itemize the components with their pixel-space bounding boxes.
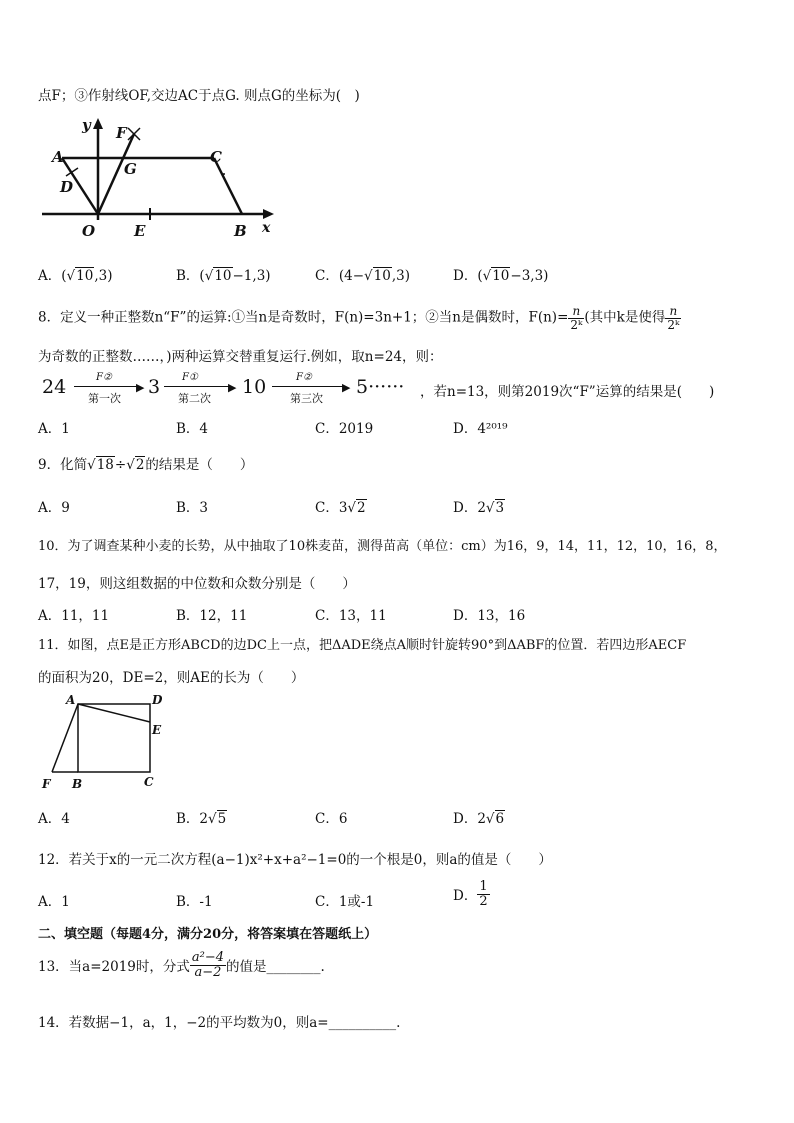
q10-option-d[interactable]: D．13，16 xyxy=(453,608,526,624)
q12-option-b[interactable]: B．-1 xyxy=(176,894,213,910)
arrow-2-head: ▶ xyxy=(228,381,237,394)
q7-label-B: B xyxy=(234,222,247,240)
q10-option-c[interactable]: C．13，11 xyxy=(315,608,387,624)
q10-stem-line1: 10．为了调查某种小麦的长势，从中抽取了10株麦苗，测得苗高（单位：cm）为16，9，14，11，12，10，16，8， xyxy=(38,539,727,554)
q7-label-C: C xyxy=(210,148,222,166)
q7-option-b[interactable]: B．(√10−1,3) xyxy=(176,268,271,284)
q11-label-E: E xyxy=(152,723,162,737)
q11-option-a[interactable]: A．4 xyxy=(38,811,70,827)
q12-option-a[interactable]: A．1 xyxy=(38,894,70,910)
arrow-1-top: F② xyxy=(96,372,112,383)
q10-stem-line2: 17，19，则这组数据的中位数和众数分别是（ ） xyxy=(38,576,356,592)
q11-option-c[interactable]: C．6 xyxy=(315,811,348,827)
q14-stem: 14．若数据−1，a，1，−2的平均数为0，则a=__________. xyxy=(38,1015,401,1031)
q8-fraction: $\frac{n}{\text{2ᵏ}}$ xyxy=(570,304,583,332)
q13-stem: 13．当a=2019时，分式 $\frac{\text{a²−4}}{a-2}$ 的值是________. xyxy=(38,950,325,980)
q9-stem: 9．化简√18÷√2的结果是（ ） xyxy=(38,457,254,473)
q9-option-b[interactable]: B．3 xyxy=(176,500,209,516)
q8-fraction-2: $\frac{n}{\text{2ᵏ}}$ xyxy=(667,304,680,332)
q8-option-a[interactable]: A．1 xyxy=(38,421,70,437)
q7-label-D: D xyxy=(60,178,74,196)
q8-option-d[interactable]: D．4²⁰¹⁹ xyxy=(453,421,508,437)
arrow-2 xyxy=(164,386,232,387)
q11-stem-line1: 11．如图，点E是正方形ABCD的边DC上一点，把ΔADE绕点A顺时针旋转90°到ΔABF的位置．若四边形AECF xyxy=(38,638,687,653)
q11-option-d[interactable]: D．2√6 xyxy=(453,811,505,827)
q7-label-x: x xyxy=(262,220,271,236)
q12-option-d[interactable]: D． $\frac{1}{2}$ xyxy=(453,879,488,909)
q11-label-D: D xyxy=(152,693,163,707)
q7-label-A: A xyxy=(52,148,64,166)
q12-stem: 12．若关于x的一元二次方程(a−1)x²+x+a²−1=0的一个根是0，则a的值是（ ） xyxy=(38,852,552,868)
arrow-3-head: ▶ xyxy=(342,381,351,394)
q8-stem-line2: 为奇数的正整数……，)两种运算交替重复运行.例如，取n=24，则： xyxy=(38,349,443,365)
q8-option-c[interactable]: C．2019 xyxy=(315,421,374,437)
q7-label-E: E xyxy=(134,222,146,240)
q11-label-C: C xyxy=(144,775,154,789)
q7-label-G: G xyxy=(124,160,137,178)
arrow-1 xyxy=(74,386,140,387)
q8-chain xyxy=(38,372,758,406)
q7-option-a[interactable]: A．(√10,3) xyxy=(38,268,113,284)
q7-figure xyxy=(34,112,294,242)
q10-option-a[interactable]: A．11，11 xyxy=(38,608,110,624)
q11-option-b[interactable]: B．2√5 xyxy=(176,811,227,827)
q11-label-F: F xyxy=(42,777,51,791)
q12-option-c[interactable]: C．1或-1 xyxy=(315,894,375,910)
section-heading-fill-in: 二、填空题（每题4分，满分20分，将答案填在答题纸上） xyxy=(38,927,378,942)
q7-label-y: y xyxy=(82,116,91,134)
q10-option-b[interactable]: B．12，11 xyxy=(176,608,248,624)
arrow-1-head: ▶ xyxy=(136,381,145,394)
q8-option-b[interactable]: B．4 xyxy=(176,421,209,437)
arrow-3 xyxy=(272,386,346,387)
arrow-3-bottom: 第三次 xyxy=(290,392,323,405)
q7-label-F: F xyxy=(116,124,127,142)
q7-stem: 点F；③作射线OF,交边AC于点G. 则点G的坐标为( ) xyxy=(38,88,360,104)
chain-value-1: 24 xyxy=(42,376,67,398)
q7-option-d[interactable]: D．(√10−3,3) xyxy=(453,268,549,284)
arrow-3-top: F② xyxy=(296,372,312,383)
arrow-2-top: F① xyxy=(182,372,198,383)
q8-question-tail: ，若n=13，则第2019次“F”运算的结果是( ) xyxy=(420,384,715,400)
q9-option-a[interactable]: A．9 xyxy=(38,500,70,516)
arrow-1-bottom: 第一次 xyxy=(88,392,121,405)
q7-label-O: O xyxy=(82,222,96,240)
q11-stem-line2: 的面积为20，DE=2，则AE的长为（ ） xyxy=(38,670,305,686)
q7-option-c[interactable]: C．(4−√10,3) xyxy=(315,268,410,284)
chain-value-4: 5······ xyxy=(356,376,405,398)
chain-value-2: 3 xyxy=(148,376,161,398)
q9-option-c[interactable]: C．3√2 xyxy=(315,500,366,516)
q11-label-A: A xyxy=(66,693,76,707)
q9-option-d[interactable]: D．2√3 xyxy=(453,500,505,516)
chain-value-3: 10 xyxy=(242,376,267,398)
q8-stem-line1: 8．定义一种正整数n“F”的运算:①当n是奇数时，F(n)=3n+1；②当n是偶数时，F(n)= $\frac{n}{\text{2ᵏ}}$ (其中k是使得 $\frac{n}{\text{2ᵏ}}$ xyxy=(38,304,680,332)
q11-figure xyxy=(36,692,176,792)
q11-label-B: B xyxy=(72,777,83,791)
arrow-2-bottom: 第二次 xyxy=(178,392,211,405)
